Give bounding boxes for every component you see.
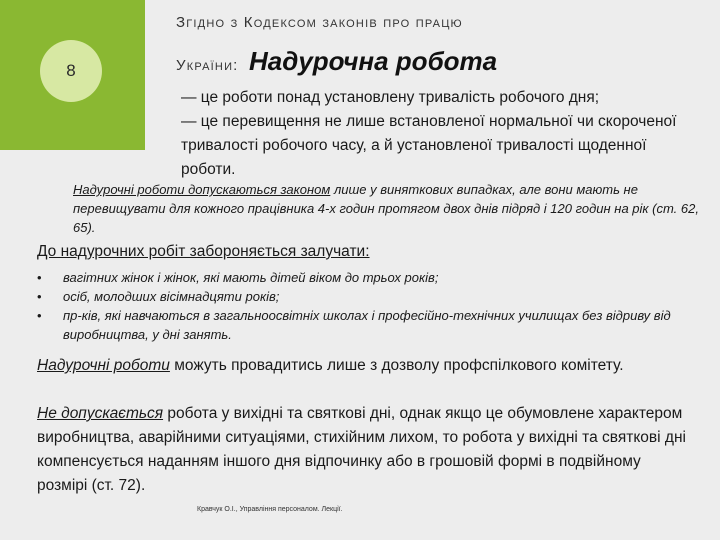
title-line-1: Згідно з Кодексом законів про працю <box>176 14 463 31</box>
page-title: Надурочна робота <box>249 46 498 76</box>
slide-number-badge <box>40 40 102 102</box>
slide-number: 8 <box>66 61 76 80</box>
paragraph-weekends <box>37 402 687 498</box>
paragraph-2-lead: Не допускається <box>37 405 164 422</box>
allowed-paragraph <box>73 180 703 237</box>
bullet-icon: • <box>37 270 42 285</box>
footer-citation: Кравчук О.І., Управління персоналом. Лекції. <box>197 506 343 513</box>
title-line-2 <box>176 46 706 77</box>
title-prefix: України: <box>176 57 239 74</box>
list-item-text: пр-ків, які навчаються в загальноосвітніх школах і професійно-технічних училищах без відриву від виробництва, у дні занять. <box>63 308 671 342</box>
list-item-text: осіб, молодших вісімнадцяти років; <box>63 289 280 304</box>
bullet-icon: • <box>37 289 42 304</box>
definition-1: — це роботи понад установлену тривалість робочого дня; <box>181 89 600 106</box>
paragraph-1-lead: Надурочні роботи <box>37 357 170 374</box>
forbidden-heading: До надурочних робіт забороняється залучати: <box>37 243 370 260</box>
list-item <box>37 287 697 306</box>
paragraph-1-rest: можуть провадитись лише з дозволу профспілкового комітету. <box>169 357 624 374</box>
list-item <box>37 306 697 344</box>
definition-2: — це перевищення не лише встановленої нормальної чи скороченої тривалості робочого часу, а й установленої тривалості щоденної роботи. <box>181 113 677 178</box>
forbidden-list <box>37 268 697 344</box>
definitions <box>181 86 696 182</box>
paragraph-2-rest: робота у вихідні та святкові дні, однак якщо це обумовлене характером виробництва, аварійними ситуаціями, стихійним лихом, то робота у вихідні та святкові дні компенсується наданням іншого дня відпочинку або в грошовій формі в подвійному розмірі (ст. 72). <box>37 405 686 494</box>
bullet-icon: • <box>37 308 42 323</box>
allowed-lead: Надурочні роботи допускаються законом <box>73 182 331 197</box>
paragraph-trade-union <box>37 354 687 378</box>
list-item <box>37 268 697 287</box>
list-item-text: вагітних жінок і жінок, які мають дітей віком до трьох років; <box>63 270 439 285</box>
allowed-rest: лише у виняткових випадках, але вони мають не перевищувати для кожного працівника 4-х годин протягом двох днів підряд і 120 годин на рік (ст. 62, 65). <box>73 182 699 235</box>
